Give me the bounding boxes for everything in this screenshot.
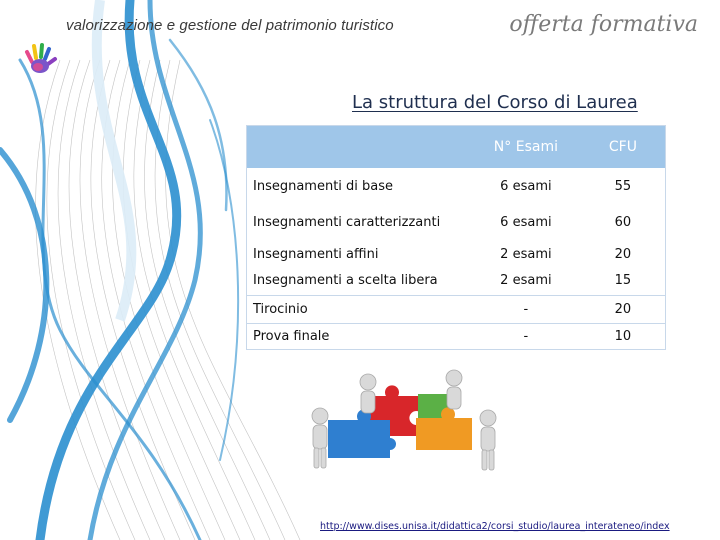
row-cfu: 10 [581, 323, 666, 349]
page-title: La struttura del Corso di Laurea [352, 92, 638, 113]
header-brand: offerta formativa [509, 12, 698, 37]
hand-print-icon [24, 42, 58, 76]
row-exams: - [471, 295, 581, 323]
table-header-row [247, 126, 666, 169]
table-row [247, 267, 666, 295]
reference-link[interactable]: http://www.dises.unisa.it/didattica2/corsi_studio/laurea_interateneo/index [320, 521, 670, 532]
curriculum-table [246, 125, 666, 350]
puzzle-people-illustration [304, 360, 520, 484]
row-cfu: 20 [581, 241, 666, 267]
header-subtitle: valorizzazione e gestione del patrimonio turistico [66, 17, 394, 34]
table-header-cfu: CFU [581, 126, 666, 169]
table-row [247, 204, 666, 241]
row-exams: - [471, 323, 581, 349]
row-label: Insegnamenti di base [247, 168, 471, 204]
row-label: Insegnamenti a scelta libera [247, 267, 471, 295]
row-exams: 2 esami [471, 241, 581, 267]
row-exams: 6 esami [471, 204, 581, 241]
row-cfu: 55 [581, 168, 666, 204]
table-row [247, 168, 666, 204]
table-header-exams: N° Esami [471, 126, 581, 169]
row-label: Insegnamenti affini [247, 241, 471, 267]
row-label: Prova finale [247, 323, 471, 349]
table-row [247, 323, 666, 349]
row-label: Insegnamenti caratterizzanti [247, 204, 471, 241]
table-row [247, 295, 666, 323]
row-cfu: 20 [581, 295, 666, 323]
row-label: Tirocinio [247, 295, 471, 323]
table-header-empty [247, 126, 471, 169]
row-exams: 6 esami [471, 168, 581, 204]
row-exams: 2 esami [471, 267, 581, 295]
table-row [247, 241, 666, 267]
row-cfu: 60 [581, 204, 666, 241]
row-cfu: 15 [581, 267, 666, 295]
